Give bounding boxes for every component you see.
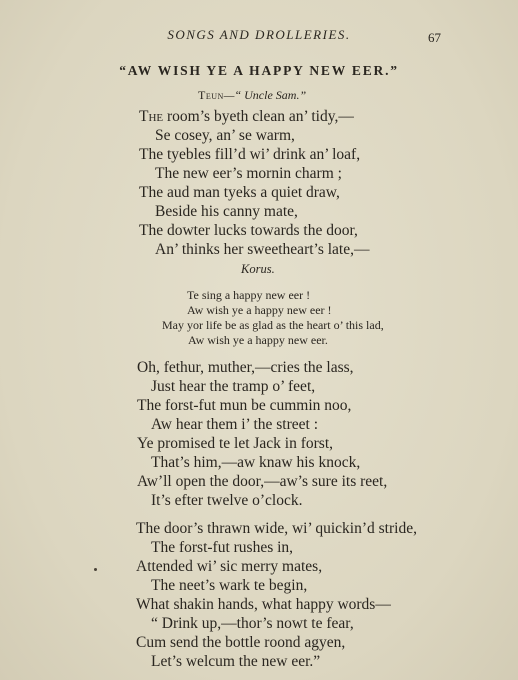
stanza3-line: “ Drink up,—thor’s nowt te fear, — [151, 615, 354, 632]
stanza2-line: That’s him,—aw knaw his knock, — [151, 454, 361, 471]
chorus-line: May yor life be as glad as the heart o’ this lad, — [162, 318, 384, 332]
page-number: 67 — [428, 30, 441, 45]
chorus-line: Aw wish ye a happy new eer ! — [187, 303, 332, 317]
chorus-heading: Korus. — [241, 262, 275, 276]
stanza2-line: The forst-fut mun be cummin noo, — [137, 397, 352, 414]
stanza1-line-1 — [139, 108, 354, 126]
stanza3-line: What shakin hands, what happy words— — [136, 596, 391, 613]
tune-name: —“ Uncle Sam.” — [223, 88, 307, 102]
stanza3-line: Cum send the bottle roond agyen, — [136, 634, 346, 651]
stanza1-line: Se cosey, an’ se warm, — [155, 127, 295, 144]
stanza3-line: The neet’s wark te begin, — [151, 577, 308, 594]
stanza1-line: The tyebles fill’d wi’ drink an’ loaf, — [139, 146, 361, 163]
stanza3-line: The forst-fut rushes in, — [151, 539, 294, 556]
tune-label: Teun — [198, 88, 224, 102]
stanza2-line: It’s efter twelve o’clock. — [151, 492, 303, 509]
running-title: SONGS AND DROLLERIES. — [167, 27, 351, 42]
stanza2-line: Oh, fethur, muther,—cries the lass, — [137, 359, 354, 376]
stanza1-line: Beside his canny mate, — [155, 203, 298, 220]
stanza3-line: Let’s welcum the new eer.” — [151, 653, 321, 670]
stanza3-line: The door’s thrawn wide, wi’ quickin’d stride, — [136, 520, 417, 537]
stanza2-line: Aw hear them i’ the street : — [151, 416, 319, 433]
stanza3-line: Attended wi’ sic merry mates, — [136, 558, 323, 575]
stanza1-line: The new eer’s mornin charm ; — [155, 165, 342, 182]
tune-line — [198, 88, 306, 103]
stanza1-line: An’ thinks her sweetheart’s late,— — [155, 241, 370, 258]
stanza1-line: The dowter lucks towards the door, — [139, 222, 358, 239]
chorus-line: Te sing a happy new eer ! — [187, 288, 311, 302]
ink-speck — [94, 568, 97, 571]
stanza2-line: Ye promised te let Jack in forst, — [137, 435, 334, 452]
drop-word: The — [139, 108, 164, 125]
stanza2-line: Just hear the tramp o’ feet, — [151, 378, 316, 395]
chorus-line: Aw wish ye a happy new eer. — [188, 333, 328, 347]
song-title: “AW WISH YE A HAPPY NEW EER.” — [119, 63, 399, 78]
stanza1-line: The aud man tyeks a quiet draw, — [139, 184, 340, 201]
stanza2-line: Aw’ll open the door,—aw’s sure its reet, — [137, 473, 388, 490]
stanza1-line-1-rest: room’s byeth clean an’ tidy,— — [163, 108, 354, 125]
